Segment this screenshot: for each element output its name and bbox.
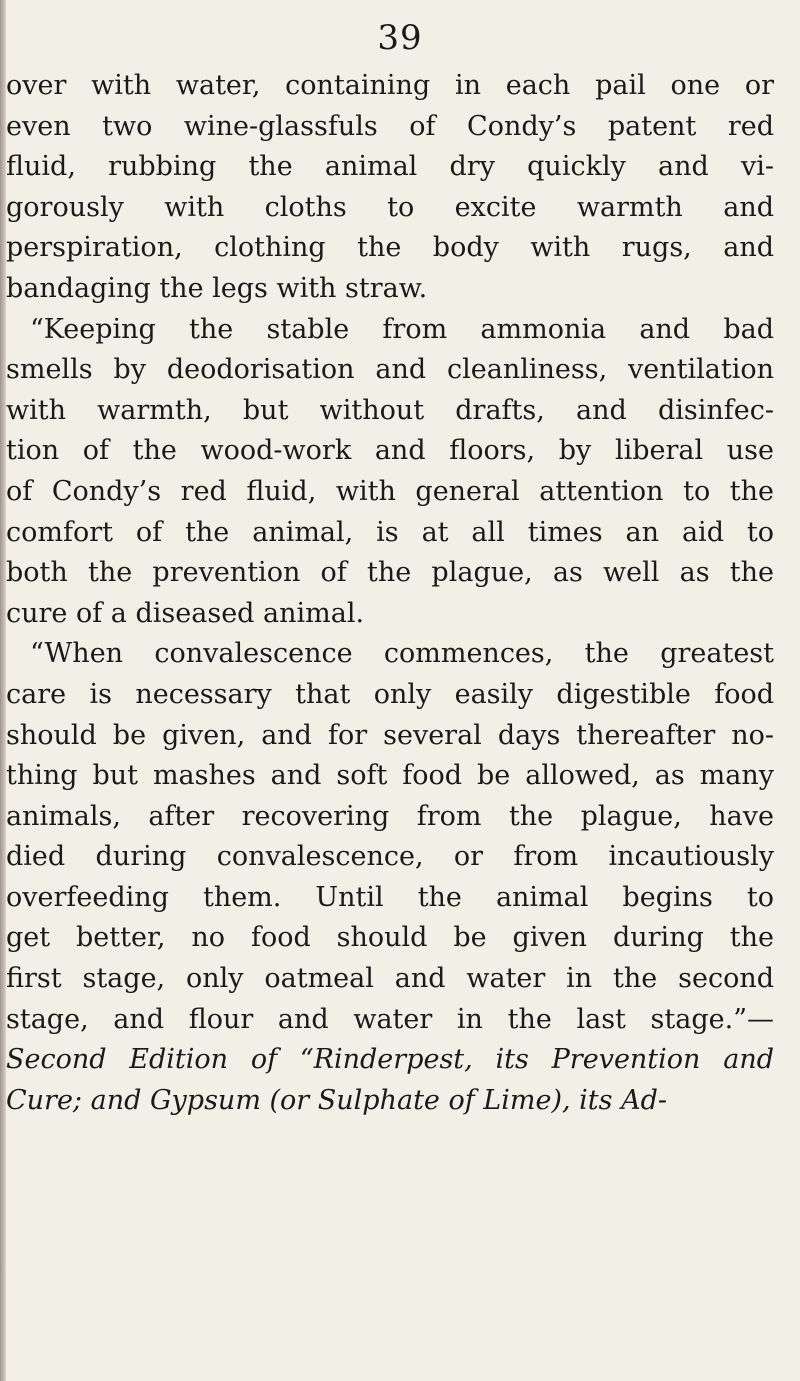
text-line: cure of a diseased animal. [6,597,365,629]
text-line: even two wine-glassfuls of Condy’s patent red [6,110,774,142]
text-line: care is necessary that only easily digestible food [6,678,774,710]
text-line: thing but mashes and soft food be allowed, as many [6,760,774,792]
text-line: Second Edition of “Rinderpest, its Prevention and [6,1044,774,1076]
text-line: should be given, and for several days thereafter no- [6,719,774,751]
text-line: bandaging the legs with straw. [6,272,428,304]
body-text [6,66,774,1121]
text-line: “Keeping the stable from ammonia and bad [30,313,774,345]
text-line: died during convalescence, or from incautiously [6,841,774,873]
text-line: both the prevention of the plague, as well as the [6,557,774,589]
text-line: with warmth, but without drafts, and disinfec- [6,394,774,426]
text-line: stage, and flour and water in the last stage.”— [6,1003,774,1035]
text-line: first stage, only oatmeal and water in the second [6,963,774,995]
text-line: fluid, rubbing the animal dry quickly and vi- [6,151,774,183]
text-line: animals, after recovering from the plague, have [6,800,774,832]
text-line: perspiration, clothing the body with rugs, and [6,232,774,264]
text-line: get better, no food should be given during the [6,922,774,954]
text-line: “When convalescence commences, the greatest [30,638,774,670]
text-line: smells by deodorisation and cleanliness, ventilation [6,354,774,386]
text-line: Cure; and Gypsum (or Sulphate of Lime), its Ad- [6,1084,667,1116]
text-line: over with water, containing in each pail one or [6,70,774,101]
text-line: tion of the wood-work and floors, by liberal use [6,435,774,467]
page-number: 39 [377,18,423,58]
text-line: overfeeding them. Until the animal begins to [6,881,774,913]
text-line: gorously with cloths to excite warmth and [6,191,774,223]
text-line: comfort of the animal, is at all times an aid to [6,516,774,548]
text-line: of Condy’s red fluid, with general attention to the [6,475,774,507]
